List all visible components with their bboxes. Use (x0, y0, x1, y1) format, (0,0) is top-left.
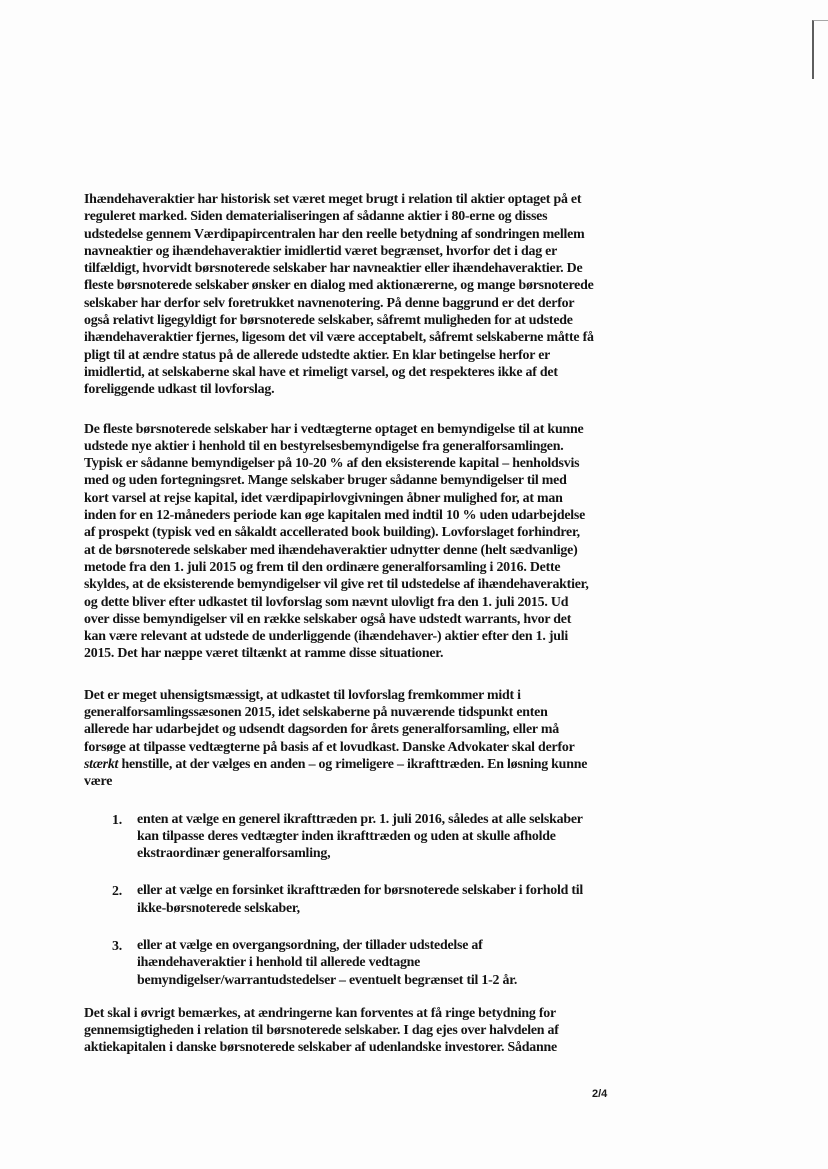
paragraph-bearer-shares-history: Ihændehaveraktier har historisk set været meget brugt i relation til aktier optaget på et reguleret marked. Siden dematerialiseringen af sådanne aktier i 80-erne og disses udstedelse gennem Værdipapircentralen har den reelle betydning af sondringen mellem navneaktier og ihændehaveraktier imidlertid været begrænset, hvorfor det i dag er tilfældigt, hvorvidt børsnoterede selskaber har navneaktier eller ihændehaveraktier. De fleste børsnoterede selskaber ønsker en dialog med aktionærerne, og mange børsnoterede selskaber har derfor selv foretrukket navnenotering. På denne baggrund er det derfor også relativt ligegyldigt for børsnoterede selskaber, såfremt muligheden for at udstede ihændehaveraktier fjernes, ligesom det vil være acceptabelt, såfremt selskaberne måtte få pligt til at ændre status på de allerede udstedte aktier. En klar betingelse herfor er imidlertid, at selskaberne skal have et rimeligt varsel, og det respekteres ikke af det foreliggende udkast til lovforslag. (84, 192, 594, 398)
list-item-number: 2. (112, 884, 122, 900)
list-item-text: enten at vælge en generel ikrafttræden pr. 1. juli 2016, således at alle selskaber kan tilpasse deres vedtægter inden ikrafttræden og uden at skulle afholde ekstraordinær generalforsamling, (137, 811, 583, 862)
list-item (84, 811, 594, 863)
list-item-text: eller at vælge en forsinket ikrafttræden for børsnoterede selskaber i forhold til ikke-børsnoterede selskaber, (137, 883, 584, 916)
paragraph-authorizations: De fleste børsnoterede selskaber har i vedtægterne optaget en bemyndigelse til at kunne udstede nye aktier i henhold til en bestyrelsesbemyndigelse fra generalforsamlingen. Typisk er sådanne bemyndigelser på 10-20 % af den eksisterende kapital – henholdsvis med og uden fortegningsret. Mange selskaber bruger sådanne bemyndigelser til med kort varsel at rejse kapital, idet værdipapirlovgivningen åbner mulighed for, at man inden for en 12-måneders periode kan øge kapitalen med indtil 10 % uden udarbejdelse af prospekt (typisk ved en såkaldt accellerated book building). Lovforslaget forhindrer, at de børsnoterede selskaber med ihændehaveraktier udnytter denne (helt sædvanlige) metode fra den 1. juli 2015 og frem til den ordinære generalforsamling i 2016. Dette skyldes, at de eksisterende bemyndigelser vil give ret til udstedelse af ihændehaveraktier, og dette bliver efter udkastet til lovforslag som nævnt ulovligt fra den 1. juli 2015. Ud over disse bemyndigelser vil en række selskaber også have udstedt warrants, hvor det kan være relevant at udstede de underliggende (ihændehaver-) aktier efter den 1. juli 2015. Det har næppe været tiltænkt at ramme disse situationer. (84, 421, 589, 662)
document-body (84, 191, 594, 1057)
list-item-number: 3. (112, 938, 122, 954)
paragraph-timing-concern (84, 687, 594, 791)
paragraph-transparency: Det skal i øvrigt bemærkes, at ændringerne kan forventes at få ringe betydning for gennemsigtigheden i relation til børsnoterede selskaber. I dag ejes over halvdelen af aktiekapitalen i danske børsnoterede selskaber af udenlandske investorer. Sådanne (84, 1005, 559, 1056)
list-item-number: 1. (112, 812, 122, 828)
emphasis-text: stærkt (84, 756, 119, 772)
paragraph-timing-text-end: henstille, at der vælges en anden – og rimeligere – ikrafttræden. En løsning kunne være (84, 756, 588, 790)
paragraph-timing-text-start: Det er meget uhensigtsmæssigt, at udkastet til lovforslag fremkommer midt i generalforsamlingssæsonen 2015, idet selskaberne på nuværende tidspunkt enten allerede har udarbejdet og udsendt dagsorden for årets generalforsamling, eller må forsøge at tilpasse vedtægterne på basis af et lovudkast. Danske Advokater skal derfor (84, 687, 575, 755)
solution-options-list (84, 811, 594, 989)
list-item (84, 937, 594, 989)
list-item-text: eller at vælge en overgangsordning, der tillader udstedelse af ihændehaveraktier i henhold til allerede vedtagne bemyndigelser/warrantudstedelser – eventuelt begrænset til 1-2 år. (137, 937, 518, 988)
page-number: 2/4 (592, 1088, 608, 1100)
scan-edge-mark (812, 20, 828, 79)
list-item (84, 882, 594, 917)
